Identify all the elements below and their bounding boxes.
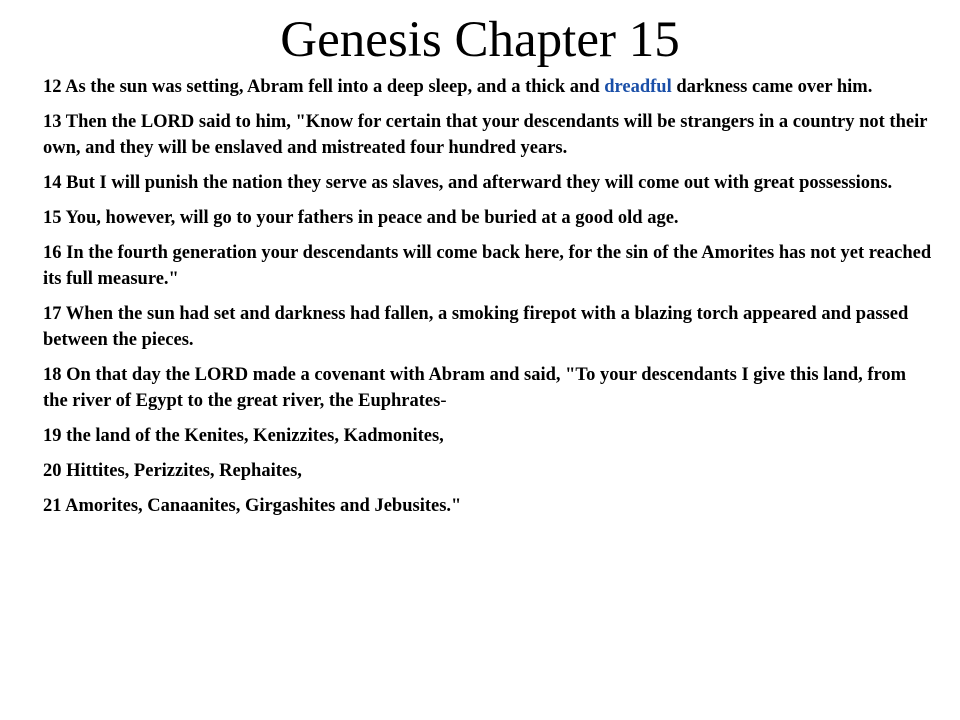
verse-list — [43, 74, 935, 528]
page-title: Genesis Chapter 15 — [280, 12, 680, 68]
verse-12-highlight-word: dreadful — [604, 77, 672, 97]
verse-12-text-after: darkness came over him. — [671, 77, 873, 97]
verse-19: 19 the land of the Kenites, Kenizzites, Kadmonites, — [43, 426, 444, 446]
verse-14: 14 But I will punish the nation they serve as slaves, and afterward they will come out with great possessions. — [43, 173, 893, 193]
verse-16: 16 In the fourth generation your descendants will come back here, for the sin of the Amorites has not yet reached its full measure." — [43, 243, 932, 289]
verse-18 — [43, 362, 935, 414]
verse-18-trailing-dash: - — [440, 391, 447, 411]
verse-13: 13 Then the LORD said to him, "Know for certain that your descendants will be strangers in a country not their own, and they will be enslaved and mistreated four hundred years. — [43, 112, 928, 158]
verse-17: 17 When the sun had set and darkness had fallen, a smoking firepot with a blazing torch appeared and passed between the pieces. — [43, 304, 909, 350]
verse-18-text: 18 On that day the LORD made a covenant with Abram and said, "To your descendants I give this land, from the river of Egypt to the great river, the Euphrates — [43, 365, 907, 411]
verse-20: 20 Hittites, Perizzites, Rephaites, — [43, 461, 302, 481]
verse-12 — [43, 74, 935, 100]
verse-12-text-before: 12 As the sun was setting, Abram fell into a deep sleep, and a thick and — [43, 77, 605, 97]
verse-15: 15 You, however, will go to your fathers in peace and be buried at a good old age. — [43, 208, 679, 228]
verse-21: 21 Amorites, Canaanites, Girgashites and Jebusites." — [43, 496, 462, 516]
